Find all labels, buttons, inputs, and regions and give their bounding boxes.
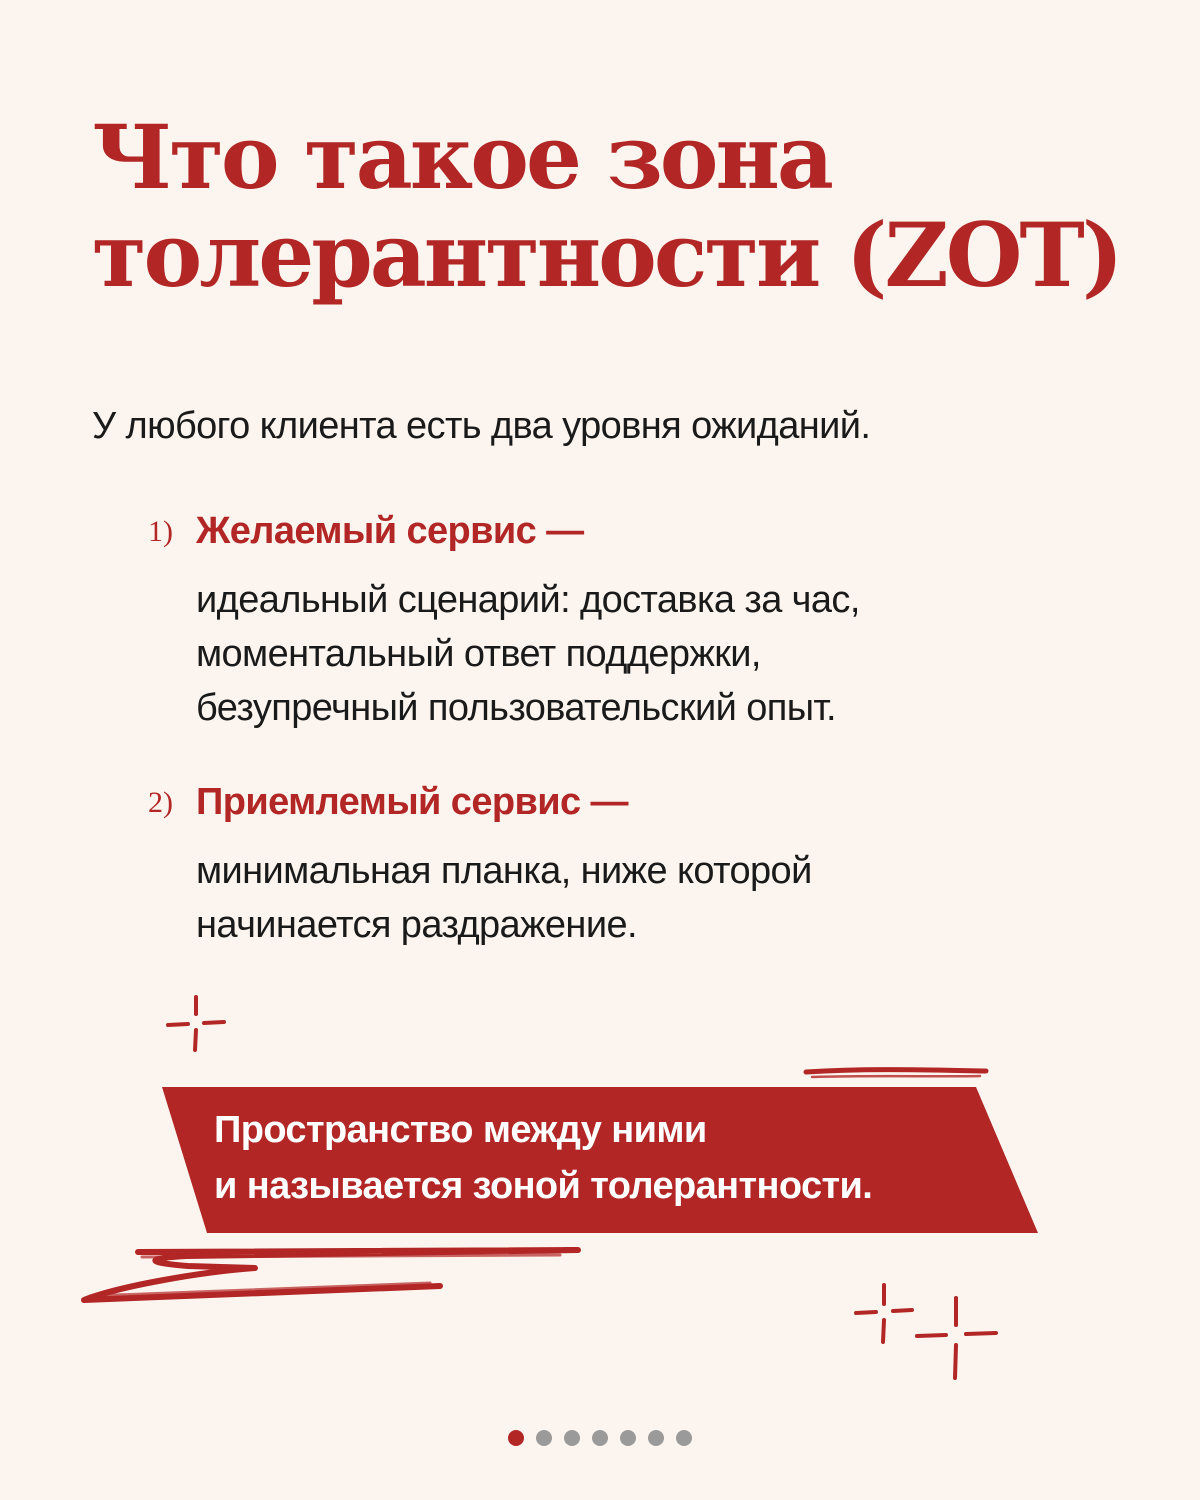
item-heading: Приемлемый сервис —: [196, 781, 628, 823]
banner-line-1: Пространство между ними: [214, 1109, 707, 1151]
pagination-dots: [508, 1430, 692, 1446]
item-number: 1): [148, 515, 173, 548]
intro-text: У любого клиента есть два уровня ожиданий.: [92, 405, 871, 447]
item-description-line: безупречный пользовательский опыт.: [196, 687, 836, 729]
pagination-dot[interactable]: [592, 1430, 608, 1446]
pagination-dot-active[interactable]: [508, 1430, 524, 1446]
sparkle-icon: [856, 1285, 912, 1342]
pagination-dot[interactable]: [536, 1430, 552, 1446]
item-description-line: начинается раздражение.: [196, 904, 637, 946]
pagination-dot[interactable]: [676, 1430, 692, 1446]
item-heading: Желаемый сервис —: [196, 510, 584, 552]
sparkle-icon: [917, 1298, 996, 1378]
pagination-dot[interactable]: [564, 1430, 580, 1446]
item-description-line: идеальный сценарий: доставка за час,: [196, 579, 860, 621]
banner-line-2: и называется зоной толерантности.: [214, 1165, 873, 1207]
item-description-line: моментальный ответ поддержки,: [196, 633, 761, 675]
pagination-dot[interactable]: [648, 1430, 664, 1446]
brush-stroke: [806, 1070, 986, 1072]
title-line-1: Что такое зона: [92, 105, 831, 209]
brush-stroke: [812, 1076, 980, 1077]
pagination-dot[interactable]: [620, 1430, 636, 1446]
item-number: 2): [148, 786, 173, 819]
banner-text: [214, 1102, 872, 1214]
sparkle-icon: [168, 997, 224, 1050]
title-line-2: толерантности (ZOT): [92, 203, 1121, 307]
item-description-line: минимальная планка, ниже которой: [196, 850, 812, 892]
